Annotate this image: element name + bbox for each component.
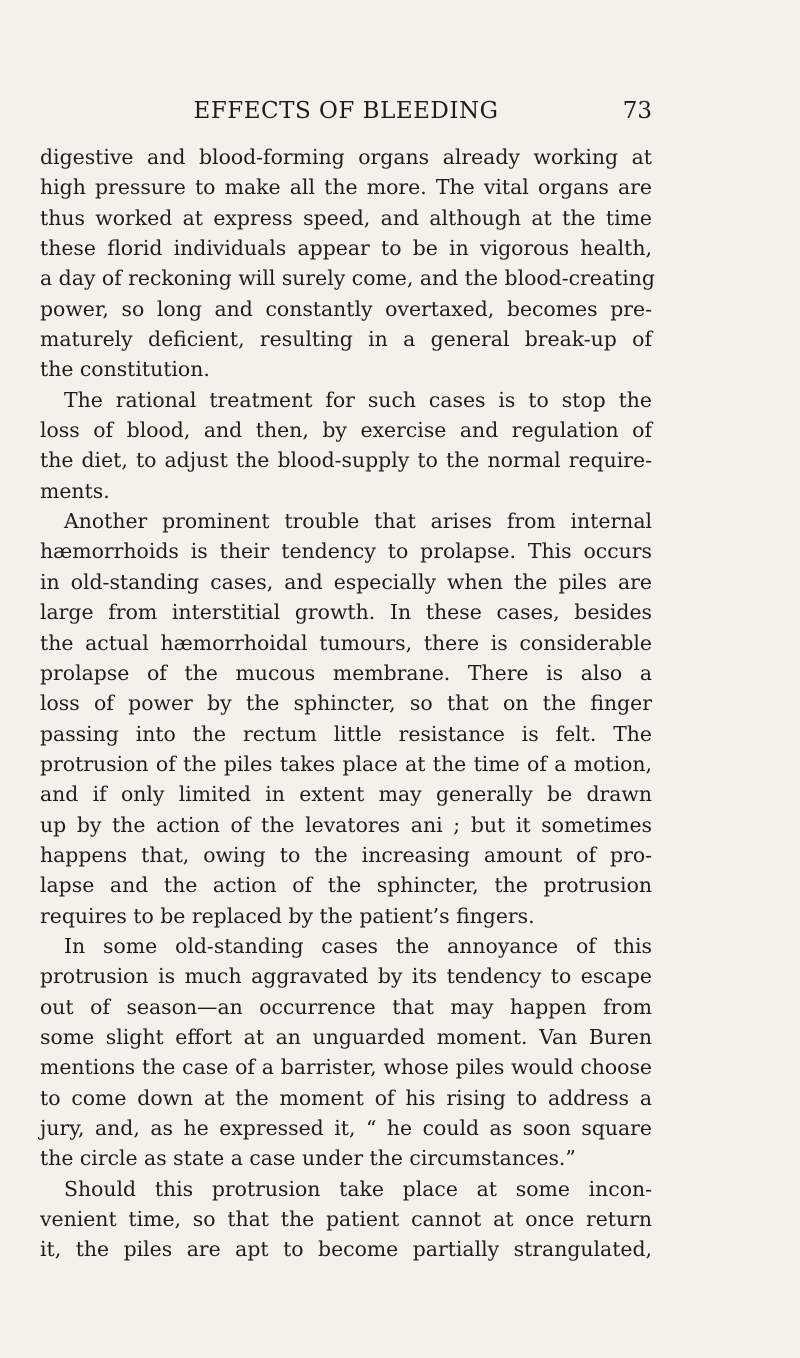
text-line: in old-standing cases, and especially when the piles are [40, 569, 652, 594]
text-line: protrusion is much aggravated by its tendency to escape [40, 964, 652, 989]
text-line: the circle as state a case under the circumstances.” [40, 1146, 576, 1171]
text-line: passing into the rectum little resistance is felt. The [40, 721, 652, 746]
text-line: venient time, so that the patient cannot at once return [40, 1207, 652, 1232]
text-line: a day of reckoning will surely come, and the blood-creating [40, 266, 655, 291]
text-line: it, the piles are apt to become partially strangulated, [40, 1237, 652, 1262]
text-line: thus worked at express speed, and although at the time [40, 205, 652, 230]
text-line: loss of power by the sphincter, so that on the finger [40, 691, 652, 716]
text-line: maturely deficient, resulting in a general break-up of [40, 327, 652, 352]
text-line: prolapse of the mucous membrane. There is also a [40, 660, 652, 685]
text-line: loss of blood, and then, by exercise and regulation of [40, 418, 652, 443]
text-line: hæmorrhoids is their tendency to prolapse. This occurs [40, 539, 652, 564]
text-line: to come down at the moment of his rising to address a [40, 1085, 652, 1110]
text-line: jury, and, as he expressed it, “ he could as soon square [40, 1116, 652, 1140]
text-line: digestive and blood-forming organs already working at [40, 145, 652, 169]
text-line: up by the action of the levatores ani ; but it sometimes [40, 812, 652, 837]
page-number: 73 [622, 98, 652, 124]
paragraph-first-line: In some old-standing cases the annoyance of this [64, 933, 652, 958]
text-line: some slight effort at an unguarded moment. Van Buren [40, 1024, 652, 1049]
running-title: EFFECTS OF BLEEDING [193, 98, 499, 124]
text-line: the constitution. [40, 357, 210, 382]
text-line: high pressure to make all the more. The vital organs are [40, 175, 652, 200]
text-line: requires to be replaced by the patient’s fingers. [40, 903, 535, 928]
text-line: these florid individuals appear to be in vigorous health, [40, 236, 652, 261]
text-line: lapse and the action of the sphincter, the protrusion [40, 873, 652, 898]
paragraph-first-line: The rational treatment for such cases is to stop the [64, 387, 652, 412]
text-line: mentions the case of a barrister, whose piles would choose [40, 1055, 652, 1080]
text-line: protrusion of the piles takes place at the time of a motion, [40, 751, 652, 776]
text-line: the actual hæmorrhoidal tumours, there is considerable [40, 630, 652, 655]
body-text [40, 142, 655, 1265]
text-line: and if only limited in extent may generally be drawn [40, 782, 652, 807]
text-line: large from interstitial growth. In these cases, besides [40, 600, 652, 625]
text-line: the diet, to adjust the blood-supply to the normal require- [40, 448, 652, 473]
text-line: out of season—an occurrence that may happen from [40, 994, 652, 1019]
running-head [40, 98, 652, 134]
text-line: ments. [40, 478, 110, 503]
paragraph-first-line: Another prominent trouble that arises from internal [64, 509, 652, 534]
text-line: happens that, owing to the increasing amount of pro- [40, 842, 652, 867]
paragraph-first-line: Should this protrusion take place at some incon- [64, 1176, 652, 1201]
text-line: power, so long and constantly overtaxed, becomes pre- [40, 296, 652, 321]
